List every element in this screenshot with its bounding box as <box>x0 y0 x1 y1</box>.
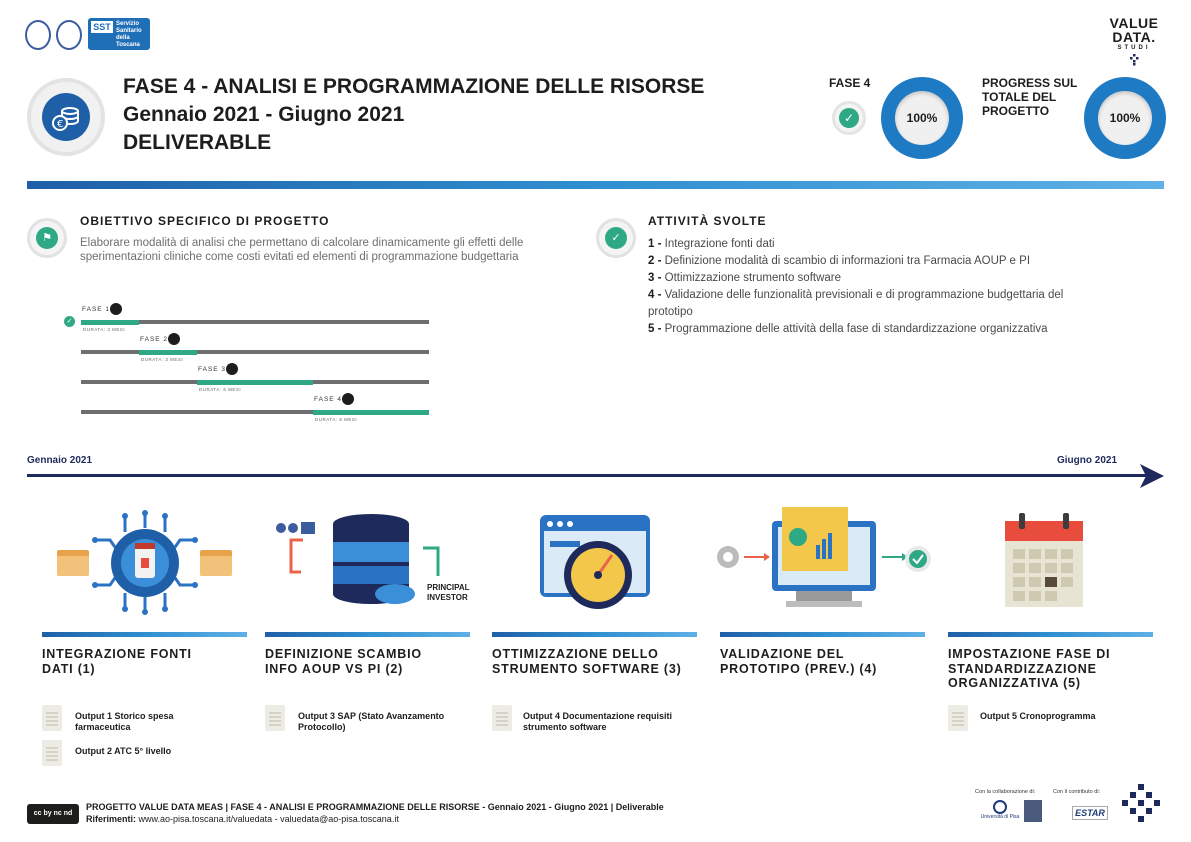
timeline-start: Gennaio 2021 <box>27 455 93 466</box>
hospital-building-icon <box>1024 800 1042 822</box>
header-divider <box>27 181 1164 189</box>
column-divider <box>42 632 247 637</box>
value-data-studi-logo: VALUE DATA. STUDI <box>1104 16 1164 68</box>
sst-badge: SST <box>91 21 113 33</box>
gantt-phase-icon <box>110 303 122 315</box>
total-progress-ring <box>1084 77 1166 159</box>
university-seal-icon <box>25 20 51 50</box>
phase-progress-ring <box>881 77 963 159</box>
flag-icon: ⚑ <box>27 218 67 258</box>
estar-logo: ESTAR <box>1072 806 1108 820</box>
gantt-duration: DURATA: 3 MESI <box>83 327 126 332</box>
output-item: Output 5 Cronoprogramma <box>980 711 1096 721</box>
hospital-seal-icon <box>56 20 82 50</box>
svg-text:€: € <box>57 119 64 130</box>
phase-progress-value: 100% <box>895 91 949 145</box>
collaboration-label: Con la collaborazione di: <box>975 789 1036 795</box>
activity-item: 5 - Programmazione delle attività della fase di standardizzazione organizzativa <box>648 323 1048 335</box>
gantt-bar <box>197 380 313 385</box>
coins-icon <box>27 78 105 156</box>
activities-title: ATTIVITÀ SVOLTE <box>648 214 767 228</box>
document-icon <box>265 705 285 731</box>
column-title-4: VALIDAZIONE DEL PROTOTIPO (PREV.) (4) <box>720 647 878 676</box>
footer-references-link[interactable]: www.ao-pisa.toscana.it/valuedata - valuedata@ao-pisa.toscana.it <box>138 814 399 824</box>
output-item: Output 3 SAP (Stato Avanzamento Protocollo) <box>298 711 445 732</box>
timeline-line <box>27 474 1147 477</box>
gantt-phase-icon <box>342 393 354 405</box>
output-item: Output 1 Storico spesa farmaceutica <box>75 711 174 732</box>
column-title-5: IMPOSTAZIONE FASE DI STANDARDIZZAZIONE ORGANIZZATIVA (5) <box>948 647 1111 690</box>
total-progress-value: 100% <box>1098 91 1152 145</box>
column-title-1: INTEGRAZIONE FONTI DATI (1) <box>42 647 192 676</box>
gantt-duration: DURATA: 6 MESI <box>199 387 242 392</box>
activities-list <box>648 236 1148 338</box>
gantt-complete-check-icon: ✓ <box>64 316 75 327</box>
total-progress-label: PROGRESS SUL TOTALE DEL PROGETTO <box>982 76 1078 118</box>
dots-diamond-icon <box>1128 54 1140 66</box>
page-subtitle: DELIVERABLE <box>123 131 272 154</box>
university-of-pisa-logo: Università di Pisa <box>978 800 1022 824</box>
document-icon <box>42 705 62 731</box>
objective-text: Elaborare modalità di analisi che permettano di calcolare dinamicamente gli effetti delle sperimentazioni cliniche come costi evitati ed elementi di programmazione budgettaria <box>80 237 524 263</box>
value-data-dots-icon <box>1120 784 1162 826</box>
prototype-validation-illustration <box>712 505 937 615</box>
check-icon: ✓ <box>596 218 636 258</box>
gantt-bar <box>81 320 139 325</box>
footer-references: Riferimenti: www.ao-pisa.toscana.it/valuedata - valuedata@ao-pisa.toscana.it <box>86 814 399 824</box>
page-title: FASE 4 - ANALISI E PROGRAMMAZIONE DELLE RISORSE <box>123 75 705 98</box>
footer-project-line: PROGETTO VALUE DATA MEAS | FASE 4 - ANALISI E PROGRAMMAZIONE DELLE RISORSE - Gennaio 2021 - Giugno 2021 | Deliverable <box>86 802 664 812</box>
calendar-illustration <box>1005 513 1085 608</box>
gantt-bar <box>313 410 429 415</box>
timeline-end: Giugno 2021 <box>1057 455 1118 466</box>
column-title-3: OTTIMIZZAZIONE DELLO STRUMENTO SOFTWARE (3) <box>492 647 682 676</box>
document-icon <box>948 705 968 731</box>
activity-item: 4 - Validazione delle funzionalità previsionali e di programmazione budgettaria del prototipo <box>648 289 1064 318</box>
gantt-phase-label: FASE 2 <box>140 336 169 343</box>
gantt-phase-icon <box>168 333 180 345</box>
cc-license-icon: cc by nc nd <box>27 804 79 824</box>
output-item: Output 4 Documentazione requisiti strumento software <box>523 711 673 732</box>
phase-complete-check-icon: ✓ <box>832 101 866 135</box>
sst-logo: SST Servizio Sanitario della Toscana <box>88 18 150 50</box>
timeline-arrow-icon <box>1140 464 1164 488</box>
gantt-bar <box>139 350 197 355</box>
output-item: Output 2 ATC 5° livello <box>75 746 172 756</box>
objective-title: OBIETTIVO SPECIFICO DI PROGETTO <box>80 214 330 228</box>
software-optimization-illustration <box>540 515 652 610</box>
gantt-phase-label: FASE 4 <box>314 396 343 403</box>
contribution-label: Con il contributo di: <box>1053 789 1101 795</box>
document-icon <box>492 705 512 731</box>
principal-investor-label: PRINCIPAL INVESTOR <box>427 583 470 602</box>
gantt-phase-icon <box>226 363 238 375</box>
column-divider <box>492 632 697 637</box>
column-title-2: DEFINIZIONE SCAMBIO INFO AOUP VS PI (2) <box>265 647 422 676</box>
column-divider <box>720 632 925 637</box>
gantt-track <box>81 350 429 354</box>
gantt-phase-label: FASE 1 <box>82 306 111 313</box>
activity-item: 2 - Definizione modalità di scambio di informazioni tra Farmacia AOUP e PI <box>648 255 1031 267</box>
document-icon <box>42 740 62 766</box>
phase-progress-label: FASE 4 <box>829 76 871 90</box>
gantt-duration: DURATA: 6 MESI <box>315 417 358 422</box>
gantt-duration: DURATA: 3 MESI <box>141 357 184 362</box>
column-divider <box>265 632 470 637</box>
activity-item: 1 - Integrazione fonti dati <box>648 238 775 250</box>
data-integration-illustration <box>55 510 235 615</box>
activity-item: 3 - Ottimizzazione strumento software <box>648 272 842 284</box>
page-period: Gennaio 2021 - Giugno 2021 <box>123 103 405 126</box>
column-divider <box>948 632 1153 637</box>
gantt-phase-label: FASE 3 <box>198 366 227 373</box>
